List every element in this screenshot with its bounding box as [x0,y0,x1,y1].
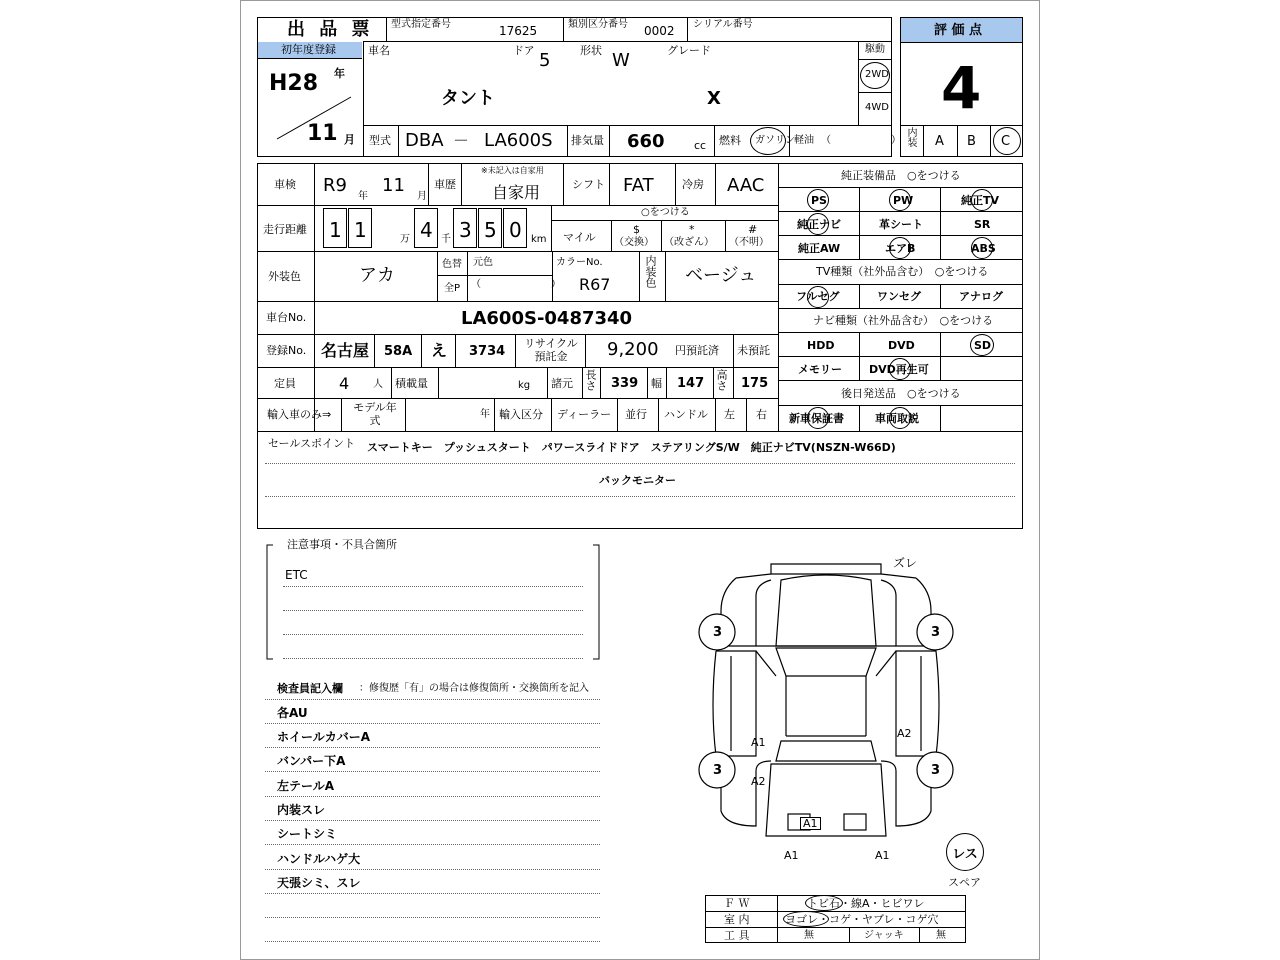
model-year-label: モデル年式 [353,401,397,427]
navi-title: ナビ種類（社外品含む） ○をつける [813,314,994,327]
grade-label: グレード [667,44,711,57]
handle-left: 左 [724,408,735,421]
tire-rear-left: 3 [713,763,723,778]
later-manual: 車両取説 [875,412,919,425]
recycle-label: リサイクル預託金 [524,337,578,363]
shaken-label: 車検 [274,178,296,191]
equip-tv: 純正TV [961,194,1000,207]
equip-sr: SR [974,218,991,231]
equip-abs-circle [971,237,993,259]
interior-grade-c-circle [993,127,1021,155]
type-value: LA600S [484,130,553,151]
fuel-other: （ ） [821,135,901,146]
mileage-exchange-sym: $ [633,223,640,236]
tire-front-left: 3 [713,625,723,640]
category-value: 0002 [644,24,675,38]
history-label: 車歴 [434,178,456,191]
import-category-label: 輸入区分 [499,408,543,421]
door-value: 5 [539,50,551,71]
equip-navi-circle [807,213,829,235]
shaken-year-unit: 年 [358,191,368,202]
recycle-unit: 円預託済 [675,344,719,357]
mileage-exchange: （交換） [614,237,654,248]
room-value: ヨゴレ・コゲ・ヤブレ・コゲ穴 [785,913,939,926]
mark-rear-bumper-right: A1 [875,849,890,862]
displacement-value: 660 [627,131,665,152]
grade-value: X [707,88,721,109]
equip-abs: ABS [971,242,996,255]
shaken-month: 11 [382,175,405,196]
navi-dvd: DVD [888,339,915,352]
recycle-value: 9,200 [607,339,659,360]
import-parallel: 並行 [625,408,647,421]
registration-class: 58A [384,344,413,359]
load-label: 積載量 [395,377,428,390]
color-no-label: カラーNo. [556,257,603,268]
ac-label: 冷房 [682,178,704,191]
interior-color-label: 内装色 [644,255,657,288]
equip-airbag-circle [889,237,911,259]
category-label: 類別区分番号 [568,19,628,30]
interior-grade-label: 内装 [905,127,916,147]
notes-label: 注意事項・不具合箇所 [287,538,397,551]
mileage-unknown-sym: # [748,223,758,236]
inspector-item-8: 天張シミ、スレ [277,876,361,890]
capacity-unit: 人 [373,379,383,390]
media-dvd-playback-circle [889,358,911,380]
mileage-digit-1-value: 1 [329,218,342,242]
fuel-gasoline-circle [750,127,786,155]
width-label: 幅 [651,377,662,390]
first-reg-era: H28 [269,71,319,96]
mileage-mile: マイル [563,231,596,244]
tv-fullseg: フルセグ [796,290,840,303]
interior-grade-a: A [935,134,944,149]
import-label: 輸入車のみ⇒ [267,408,332,421]
type-label: 型式 [369,134,391,147]
shaken-month-unit: 月 [417,191,427,202]
mileage-note: ○をつける [641,207,690,218]
sales-points-line-1: スマートキー プッシュスタート パワースライドドア ステアリングS/W 純正ナビTV(NSZN-W66D) [367,441,896,454]
first-reg-month: 11 [307,121,338,146]
mark-rear-bumper-left: A1 [784,849,799,862]
mileage-unknown: （不明） [729,237,769,248]
displacement-unit: cc [694,139,707,152]
diagram-top-mark: ズレ [893,556,918,570]
model-year-unit: 年 [480,409,490,420]
first-reg-year-unit: 年 [334,67,345,80]
tool-jack: ジャッキ [864,930,904,941]
later-warranty-circle [807,407,829,429]
capacity-label: 定員 [274,377,296,390]
fuel-diesel: 軽油 [794,135,814,146]
tv-title: TV種類（社外品含む） ○をつける [816,265,989,278]
mark-rear-panel: A1 [800,817,821,830]
handle-right: 右 [756,408,767,421]
original-color-value: （ ） [471,279,561,290]
tool-value-2: 無 [936,930,946,941]
car-damage-diagram [696,556,966,856]
original-color-label: 元色 [473,257,493,268]
handle-label: ハンドル [664,408,708,421]
mileage-digit-4-value: 3 [459,218,472,242]
type-prefix: DBA [405,130,444,151]
inspector-item-1: 各AU [277,706,308,720]
later-manual-circle [889,407,911,429]
inspector-item-3: バンパー下A [277,754,346,768]
tv-oneseg: ワンセグ [877,290,921,303]
inspector-item-6: シートシミ [277,827,338,841]
notes-item-1: ETC [285,568,308,582]
navi-hdd: HDD [807,339,835,352]
inspector-item-4: 左テールA [277,779,335,793]
mileage-tamper-sym: * [689,223,695,236]
media-memory: メモリー [798,363,842,376]
media-dvd-playback: DVD再生可 [869,363,929,376]
mileage-digit-6-value: 0 [509,218,522,242]
mileage-man-unit: 万 [400,234,410,245]
room-label: 室 内 [724,913,750,926]
serial-label: シリアル番号 [693,19,753,30]
first-reg-label: 初年度登録 [281,43,336,56]
inspector-sublabel: ：修復歴「有」の場合は修復箇所・交換箇所を記入 [359,683,589,694]
equip-ps: PS [811,194,827,207]
history-note: ※未記入は自家用 [481,166,544,175]
mark-left-quarter: A2 [751,775,766,788]
shift-label: シフト [572,178,605,191]
exterior-color-value: アカ [359,265,395,286]
fw-value: トビ石・線A・ヒビワレ [807,897,925,910]
tv-analog: アナログ [959,290,1003,303]
navi-sd: SD [974,339,992,352]
mileage-tamper: （改ざん） [664,237,714,248]
mark-right-door: A2 [897,727,912,740]
length-label: 長さ [584,369,597,391]
shape-label: 形状 [580,44,602,57]
color-all-label: 全P [444,283,461,294]
mileage-sen-unit: 千 [441,234,451,245]
ac-value: AAC [727,175,765,196]
height-value: 175 [741,376,769,391]
room-value-circle [783,911,829,927]
load-unit: kg [518,380,531,391]
shape-value: W [612,50,630,71]
sales-points-line-2: バックモニター [599,474,676,487]
color-no-value: R67 [579,275,611,294]
model-spec-value: 17625 [499,24,538,38]
history-value: 自家用 [492,183,541,202]
equip-tv-circle [971,189,993,211]
interior-grade-b: B [967,134,976,149]
displacement-label: 排気量 [571,134,604,147]
later-warranty: 新車保証書 [789,412,844,425]
equipment-title: 純正装備品 ○をつける [841,169,961,182]
inspector-item-7: ハンドルハゲ大 [277,852,361,866]
import-dealer: ディーラー [557,408,612,421]
sheet-title: 出 品 票 [287,19,374,40]
registration-number: 3734 [469,344,506,359]
tool-value-1: 無 [804,930,814,941]
notes-bracket [265,543,605,663]
equip-pw-circle [889,189,914,211]
recycle-unpaid: 未預託 [737,344,770,357]
registration-kana: え [431,341,448,360]
tire-front-right: 3 [931,625,941,640]
registration-office: 名古屋 [321,341,370,360]
navi-sd-circle [970,334,994,356]
mileage-digit-2-value: 1 [354,218,367,242]
shift-value: FAT [623,175,654,196]
first-reg-month-unit: 月 [344,133,355,146]
fw-value-circle [805,895,843,911]
shaken-era: R9 [323,175,347,196]
interior-color-value: ベージュ [685,265,757,286]
equip-leather: 革シート [879,218,923,231]
model-spec-label: 型式指定番号 [391,19,451,30]
drive-2wd: 2WD [865,69,889,80]
equip-airbag: エアB [885,242,916,255]
drive-label: 駆動 [865,44,885,55]
drive-4wd: 4WD [865,102,889,113]
inspector-item-5: 内装スレ [277,803,326,817]
spare-label: スペア [948,876,981,889]
equip-navi: 純正ナビ [797,218,841,231]
chassis-value: LA600S-0487340 [461,308,633,329]
sales-points-label: セールスポイント [268,437,356,450]
mileage-label: 走行距離 [263,223,307,236]
mileage-km-unit: km [531,234,547,245]
fuel-gasoline: ガソリン [755,135,795,146]
auction-sheet [240,0,1040,960]
equip-aw: 純正AW [798,242,841,255]
spare-tire-circle: レス [946,833,984,871]
type-dash: － [453,131,470,150]
capacity-value: 4 [339,374,350,393]
later-title: 後日発送品 ○をつける [841,387,961,400]
score-value: 4 [941,54,982,122]
tool-label: 工 具 [724,929,750,942]
equip-ps-circle [807,189,829,211]
car-name-value: タント [441,88,495,109]
fuel-label: 燃料 [719,134,741,147]
mileage-digit-3-value: 4 [420,218,433,242]
registration-label: 登録No. [266,344,307,357]
height-label: 高さ [715,369,728,391]
inspector-label: 検査員記入欄 [277,682,343,695]
dims-label: 諸元 [551,377,573,390]
length-value: 339 [611,376,639,391]
drive-2wd-circle [860,62,890,89]
exterior-color-label: 外装色 [268,270,301,283]
color-change-label: 色替 [442,259,462,270]
width-value: 147 [677,376,705,391]
mark-left-pillar: A1 [751,736,766,749]
interior-grade-c: C [1001,134,1011,149]
fw-label: Ｆ Ｗ [724,897,750,910]
chassis-label: 車台No. [266,311,307,324]
inspector-item-2: ホイールカバーA [277,730,371,744]
tire-rear-right: 3 [931,763,941,778]
door-label: ドア [513,44,535,57]
car-name-label: 車名 [368,44,390,57]
equip-pw: PW [893,194,914,207]
score-label: 評 価 点 [934,23,983,38]
mileage-digit-5-value: 5 [484,218,497,242]
tv-fullseg-circle [807,286,829,308]
